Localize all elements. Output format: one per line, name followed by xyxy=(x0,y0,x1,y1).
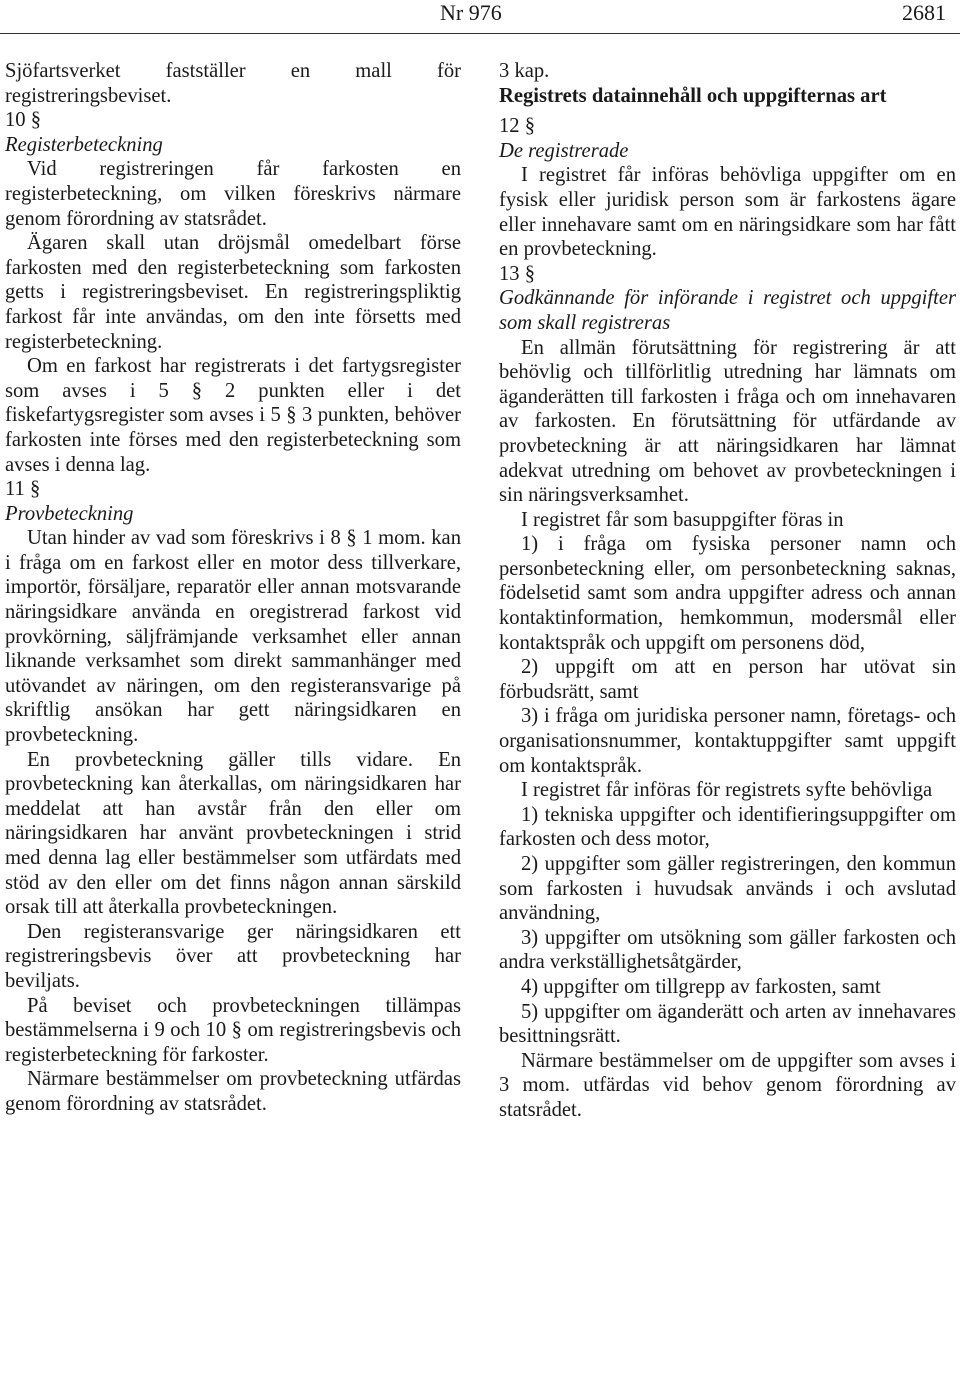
list-item: 4) uppgifter om tillgrepp av farkosten, samt xyxy=(521,975,881,998)
header-rule xyxy=(0,33,960,34)
list-item: 1) i fråga om fysiska personer namn och personbeteckning eller, om personbeteckning saknas, födelsetid samt som andra uppgifter adress och annan kontaktinformation, hemkommun, modersmål eller kontaktspråk och uppgift om personens död, xyxy=(499,533,956,654)
list-item: 2) uppgifter som gäller registreringen, den kommun som farkosten i huvudsak används i och avslutad användning, xyxy=(499,853,956,925)
section-11-title: Provbeteckning xyxy=(5,502,134,525)
section-13-paragraph: I registret får som basuppgifter föras in xyxy=(521,508,844,531)
list-item: 3) i fråga om juridiska personer namn, företags- och organisationsnummer, kontaktuppgifter samt uppgift om kontaktspråk. xyxy=(499,705,956,777)
section-12-title: De registrerade xyxy=(499,139,629,162)
section-11-paragraph: Den registeransvarige ger näringsidkaren ett registreringsbevis över att provbeteckning har beviljats. xyxy=(5,920,461,992)
section-10-number: 10 § xyxy=(5,109,42,132)
section-13-paragraph: En allmän förutsättning för registrering är att behövlig och tillförlitlig utredning har lämnats om äganderätten till farkosten i fråga och om innehavaren av farkosten. En förutsättning för utfärdande av provbeteckning är att näringsidkaren har lämnat adekvat utredning om behovet av provbeteckningen i sin näringsverksamhet. xyxy=(499,336,956,507)
section-11-paragraph: På beviset och provbeteckningen tillämpas bestämmelserna i 9 och 10 § om registreringsbevis och registerbeteckning för farkoster. xyxy=(5,994,461,1066)
list-item: 3) uppgifter om utsökning som gäller farkosten och andra verkställighetsåtgärder, xyxy=(499,926,956,974)
section-11-paragraph: En provbeteckning gäller tills vidare. En provbeteckning kan återkallas, om näringsidkaren har meddelat att han avstår från den eller om näringsidkaren har använt provbeteckningen i strid med denna lag eller bestämmelser som utfärdats med stöd av den eller om det finns någon annan särskild orsak till att återkalla provbeteckningen. xyxy=(5,748,461,919)
list-item: 1) tekniska uppgifter och identifieringsuppgifter om farkosten och dess motor, xyxy=(499,803,956,851)
section-10-paragraph: Om en farkost har registrerats i det fartygsregister som avses i 5 § 2 punkten eller i det fiskefartygsregister som avses i 5 § 3 punkten, behöver farkosten inte förses med den registerbeteckning som avses i denna lag. xyxy=(5,355,461,476)
list-item: 2) uppgift om att en person har utövat sin förbudsrätt, samt xyxy=(499,656,956,703)
section-10-title: Registerbeteckning xyxy=(5,133,163,156)
section-13-title: Godkännande för införande i registret och uppgifter som skall registreras xyxy=(499,287,956,334)
right-column xyxy=(499,59,956,1123)
chapter-number: 3 kap. xyxy=(499,60,550,82)
left-column xyxy=(5,59,461,1117)
page-number: 2681 xyxy=(902,0,946,25)
section-13-paragraph: I registret får införas för registrets syfte behövliga xyxy=(521,779,933,802)
chapter-title: Registrets datainnehåll och uppgifternas art xyxy=(499,84,887,107)
section-10-paragraph: Vid registreringen får farkosten en registerbeteckning, om vilken föreskrivs närmare genom förordning av statsrådet. xyxy=(5,158,461,230)
document-number: Nr 976 xyxy=(440,0,502,25)
list-item: 5) uppgifter om äganderätt och arten av innehavares besittningsrätt. xyxy=(499,1000,956,1048)
section-12-number: 12 § xyxy=(499,115,536,138)
section-11-number: 11 § xyxy=(5,478,41,501)
page-header xyxy=(0,0,960,34)
section-10-paragraph: Ägaren skall utan dröjsmål omedelbart förse farkosten med den registerbeteckning som farkosten getts i registreringsbeviset. En registreringspliktig farkost får inte användas, om den inte försetts med registerbeteckning. xyxy=(5,232,461,353)
section-11-paragraph: Utan hinder av vad som föreskrivs i 8 § 1 mom. kan i fråga om en farkost eller en motor dess tillverkare, importör, försäljare, reparatör eller annan motsvarande näringsidkare använda en oregistrerad farkost vid provkörning, säljfrämjande verksamhet eller annan liknande verksamhet som direkt sammanhänger med utövandet av näringen, om den registeransvarige på skriftlig ansökan har gett näringsidkaren en provbeteckning. xyxy=(5,527,461,747)
intro-paragraph: Sjöfartsverket fastställer en mall för registreringsbeviset. xyxy=(5,60,461,107)
section-13-paragraph: Närmare bestämmelser om de uppgifter som avses i 3 mom. utfärdas vid behov genom förordning av statsrådet. xyxy=(499,1049,956,1121)
section-12-paragraph: I registret får införas behövliga uppgifter om en fysisk eller juridisk person som är farkostens ägare eller innehavare samt om en näringsidkare som har fått en provbeteckning. xyxy=(499,164,956,261)
section-13-number: 13 § xyxy=(499,262,536,285)
section-11-paragraph: Närmare bestämmelser om provbeteckning utfärdas genom förordning av statsrådet. xyxy=(5,1068,461,1115)
